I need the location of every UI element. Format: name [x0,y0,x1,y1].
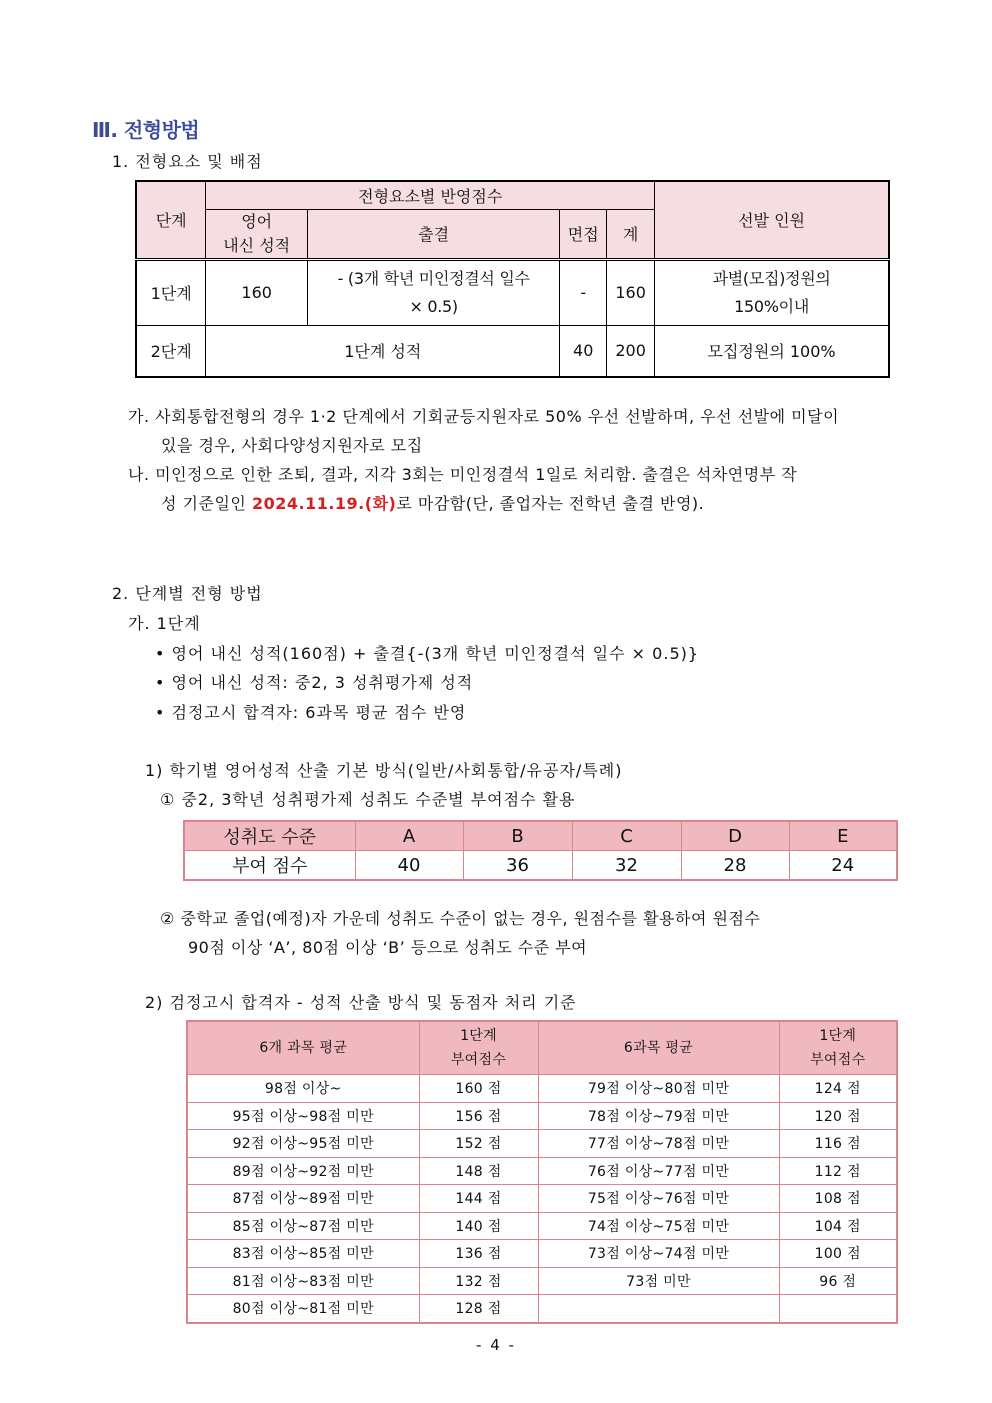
bullet-3: • 검정고시 합격자: 6과목 평균 점수 반영 [155,703,467,722]
selection-scores-table [135,180,890,378]
circle2-line1: ② 중학교 졸업(예정)자 가운데 성취도 수준이 없는 경우, 원점수를 활용하여 원점수 [160,909,761,928]
score-e: 24 [789,851,897,881]
cell: 120 점 [779,1102,897,1130]
cell: 89점 이상~92점 미만 [187,1157,419,1185]
cell: 108 점 [779,1185,897,1213]
row1-selection [655,259,889,325]
header-stage: 단계 [136,181,206,259]
bullet-1: • 영어 내신 성적(160점) + 출결{-(3개 학년 미인정결석 일수 × 0.5)} [155,644,700,663]
row2-total: 200 [607,325,655,377]
cell: 80점 이상~81점 미만 [187,1295,419,1323]
note-na-text-b: 로 마감함(단, 졸업자는 전학년 출결 반영). [396,494,705,513]
cell: 96 점 [779,1267,897,1295]
header-english-line1: 영어 [241,211,273,231]
row1-interview: - [560,259,607,325]
cell: 74점 이상~75점 미만 [538,1212,779,1240]
bullet-2: • 영어 내신 성적: 중2, 3 성취평가제 성적 [155,673,474,692]
cell: 160 점 [419,1075,538,1103]
table-row [136,325,889,377]
cell: 152 점 [419,1130,538,1158]
note-na-date: 2024.11.19.(화) [251,494,397,513]
table-row [187,1075,897,1103]
header-english-line2: 내신 성적 [223,235,291,255]
cell: 128 점 [419,1295,538,1323]
row2-selection: 모집정원의 100% [655,325,889,377]
achievement-level-table [183,820,898,881]
row1-attendance-line1: - (3개 학년 미인정결석 일수 [337,268,530,288]
table-row [136,259,889,325]
table-row [187,1185,897,1213]
cell: 81점 이상~83점 미만 [187,1267,419,1295]
table-row [187,1130,897,1158]
score-label: 부여 점수 [184,851,355,881]
row2-interview: 40 [560,325,607,377]
row2-stage: 2단계 [136,325,206,377]
level-a: A [355,821,463,851]
cell: 73점 이상~74점 미만 [538,1240,779,1268]
cell: 112 점 [779,1157,897,1185]
cell: 95점 이상~98점 미만 [187,1102,419,1130]
table-row [184,851,897,881]
level-e: E [789,821,897,851]
cell: 83점 이상~85점 미만 [187,1240,419,1268]
header-score-2-line2: 부여점수 [810,1052,866,1068]
cell: 79점 이상~80점 미만 [538,1075,779,1103]
cell: 148 점 [419,1157,538,1185]
cell: 104 점 [779,1212,897,1240]
level-c: C [572,821,681,851]
header-score-1-line1: 1단계 [460,1028,497,1044]
level-b: B [463,821,572,851]
header-interview: 면접 [560,209,607,259]
row1-selection-line1: 과별(모집)정원의 [712,268,831,288]
cell: 136 점 [419,1240,538,1268]
note-ga-line2: 있을 경우, 사회다양성지원자로 모집 [161,436,423,455]
cell: 140 점 [419,1212,538,1240]
header-score-2 [779,1021,897,1075]
table-row [187,1212,897,1240]
ged-score-table [186,1020,898,1324]
note-na-line1: 나. 미인정으로 인한 조퇴, 결과, 지각 3회는 미인정결석 1일로 처리함. 출결은 석차연명부 작 [128,465,798,484]
sub1-heading: 1) 학기별 영어성적 산출 기본 방식(일반/사회통합/유공자/특례) [145,761,623,780]
cell: 116 점 [779,1130,897,1158]
table-row [187,1102,897,1130]
score-c: 32 [572,851,681,881]
cell: 78점 이상~79점 미만 [538,1102,779,1130]
cell [538,1295,779,1323]
table-row [187,1267,897,1295]
table-row [187,1240,897,1268]
header-score-2-line1: 1단계 [819,1028,857,1044]
section-2-heading: 2. 단계별 전형 방법 [112,584,263,603]
circle2-line2: 90점 이상 ‘A’, 80점 이상 ‘B’ 등으로 성취도 수준 부여 [188,938,588,957]
cell: 92점 이상~95점 미만 [187,1130,419,1158]
header-selection: 선발 인원 [655,181,889,259]
section-1-heading: 1. 전형요소 및 배점 [112,152,263,171]
score-d: 28 [681,851,789,881]
row1-english: 160 [206,259,308,325]
row1-attendance-line2: × 0.5) [409,296,458,316]
note-na-text-a: 성 기준일인 [161,494,252,513]
cell: 132 점 [419,1267,538,1295]
cell: 156 점 [419,1102,538,1130]
cell: 98점 이상~ [187,1075,419,1103]
sub2-heading: 2) 검정고시 합격자 - 성적 산출 방식 및 동점자 처리 기준 [145,993,577,1012]
score-a: 40 [355,851,463,881]
cell: 144 점 [419,1185,538,1213]
header-avg-6b: 6과목 평균 [538,1021,779,1075]
cell: 85점 이상~87점 미만 [187,1212,419,1240]
cell: 100 점 [779,1240,897,1268]
circle1-text: ① 중2, 3학년 성취평가제 성취도 수준별 부여점수 활용 [160,790,576,809]
row1-attendance [308,259,560,325]
row1-total: 160 [607,259,655,325]
header-elements: 전형요소별 반영점수 [206,181,655,209]
table-row [187,1295,897,1323]
row1-stage: 1단계 [136,259,206,325]
level-label: 성취도 수준 [184,821,355,851]
cell: 124 점 [779,1075,897,1103]
cell: 76점 이상~77점 미만 [538,1157,779,1185]
table-row [184,821,897,851]
header-avg-6: 6개 과목 평균 [187,1021,419,1075]
header-score-1-line2: 부여점수 [450,1052,507,1068]
row1-selection-line2: 150%이내 [734,296,809,316]
note-na-line2 [161,489,704,518]
header-english [206,209,308,259]
cell: 87점 이상~89점 미만 [187,1185,419,1213]
note-ga-line1: 가. 사회통합전형의 경우 1·2 단계에서 기회균등지원자로 50% 우선 선발하며, 우선 선발에 미달이 [128,407,840,426]
table-row [187,1157,897,1185]
cell: 73점 미만 [538,1267,779,1295]
section-2-sub: 가. 1단계 [128,614,201,633]
header-total: 계 [607,209,655,259]
header-attendance: 출결 [308,209,560,259]
page-number: - 4 - [476,1336,516,1354]
header-score-1 [419,1021,538,1075]
score-b: 36 [463,851,572,881]
level-d: D [681,821,789,851]
row2-merged: 1단계 성적 [206,325,560,377]
cell: 77점 이상~78점 미만 [538,1130,779,1158]
cell: 75점 이상~76점 미만 [538,1185,779,1213]
cell [779,1295,897,1323]
section-title: Ⅲ. 전형방법 [92,118,200,142]
table-row [187,1021,897,1075]
